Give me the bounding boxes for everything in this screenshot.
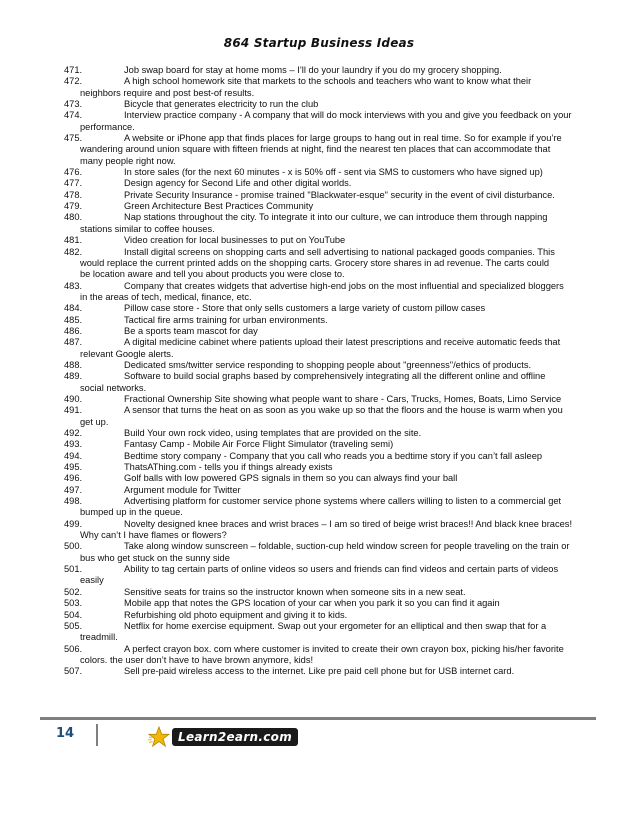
item-text: Sensitive seats for trains so the instructor known when someone sits in a new seat. <box>124 586 466 597</box>
item-number: 484. <box>64 303 83 314</box>
star-icon <box>148 726 170 748</box>
logo-text: Learn2earn.com <box>172 728 298 746</box>
item-text: Build Your own rock video, using templates that are provided on the site. <box>124 428 422 438</box>
list-item <box>64 190 596 201</box>
list-item <box>64 541 596 564</box>
item-text: Job swap board for stay at home moms – I’ll do your laundry if you do my grocery shopping. <box>124 65 502 75</box>
item-number: 506. <box>64 643 83 654</box>
item-number: 504. <box>64 609 83 620</box>
list-item <box>64 235 596 246</box>
item-text-continued: many people right now. <box>80 155 176 166</box>
item-number: 507. <box>64 666 83 677</box>
item-number: 471. <box>64 65 83 75</box>
item-number: 497. <box>64 484 83 495</box>
item-number: 501. <box>64 564 83 575</box>
list-item <box>64 167 596 178</box>
item-number: 478. <box>64 189 83 200</box>
item-text-continued: stations similar to coffee houses. <box>80 223 215 234</box>
item-number: 473. <box>64 99 83 110</box>
item-number: 476. <box>64 167 83 178</box>
item-number: 490. <box>64 393 83 404</box>
item-text-continued: Why can’t I have flames or flowers? <box>80 530 227 541</box>
item-text: Bicycle that generates electricity to run the club <box>124 99 319 110</box>
list-item <box>64 473 596 484</box>
item-text: In store sales (for the next 60 minutes - x is 50% off - sent via SMS to customers who have signed up) <box>124 167 543 178</box>
item-number: 495. <box>64 462 83 473</box>
item-text: Be a sports team mascot for day <box>124 325 258 336</box>
item-text-continued: easily <box>80 575 104 586</box>
item-number: 498. <box>64 496 83 507</box>
list-item <box>64 178 596 189</box>
list-item <box>64 303 596 314</box>
list-item <box>64 65 596 76</box>
item-text: Pillow case store - Store that only sells customers a large variety of custom pillow cases <box>124 303 486 314</box>
item-text: Netflix for home exercise equipment. Swap out your ergometer for an elliptical and then swap that for a <box>124 620 547 631</box>
list-item <box>64 281 596 304</box>
item-text: Take along window sunscreen – foldable, suction-cup held window screen for people traveling on the train or <box>124 541 570 552</box>
list-item <box>64 462 596 473</box>
item-number: 485. <box>64 314 83 325</box>
list-item <box>64 247 596 281</box>
item-text: Golf balls with low powered GPS signals in them so you can always find your ball <box>124 473 458 484</box>
item-text: Design agency for Second Life and other digital worlds. <box>124 178 352 189</box>
item-text: Install digital screens on shopping carts and sell advertising to national packaged goods companies. This <box>124 246 555 257</box>
item-text-continued: would replace the current printed adds on the shopping carts. Grocery store shares in ad revenue. The carts could <box>80 257 550 268</box>
item-number: 503. <box>64 598 83 609</box>
item-text: Sell pre-paid wireless access to the internet. Like pre paid cell phone but for USB internet card. <box>124 666 515 677</box>
item-text: A website or iPhone app that finds places for large groups to hang out in real time. So for example if you’re <box>124 133 562 144</box>
footer-rule <box>40 717 596 720</box>
item-text-continued: bumped up in the queue. <box>80 507 183 518</box>
list-item <box>64 485 596 496</box>
item-number: 492. <box>64 428 83 438</box>
item-text: Software to build social graphs based by comprehensively integrating all the different online and offline <box>124 371 546 382</box>
list-item <box>64 496 596 519</box>
item-number: 499. <box>64 518 83 529</box>
item-number: 480. <box>64 212 83 223</box>
item-number: 482. <box>64 246 83 257</box>
list-item <box>64 587 596 598</box>
list-item <box>64 428 596 439</box>
item-text: Fractional Ownership Site showing what people want to share - Cars, Trucks, Homes, Boats, Limo Service <box>124 393 562 404</box>
item-number: 493. <box>64 439 83 450</box>
item-text-continued: be location aware and tell you about products you were close to. <box>80 269 345 280</box>
item-text-continued: in the areas of tech, medical, finance, etc. <box>80 291 252 302</box>
item-text-continued: colors. the user don’t have to have brown anymore, kids! <box>80 654 314 665</box>
item-text-continued: treadmill. <box>80 632 118 643</box>
item-text: A sensor that turns the heat on as soon as you wake up so that the floors and the house is warm when you <box>124 405 563 416</box>
list-item <box>64 644 596 667</box>
item-text: Refurbishing old photo equipment and giving it to kids. <box>124 609 348 620</box>
item-text: Dedicated sms/twitter service responding to shopping people about "greenness"/ethics of products. <box>124 359 532 370</box>
item-text: Company that creates widgets that advertise high-end jobs on the most influential and specialized bloggers <box>124 280 564 291</box>
item-number: 489. <box>64 371 83 382</box>
list-item <box>64 371 596 394</box>
list-item <box>64 598 596 609</box>
item-number: 483. <box>64 280 83 291</box>
item-text: Ability to tag certain parts of online videos so users and friends can find videos and certain parts of videos <box>124 564 559 575</box>
footer-separator <box>96 724 98 746</box>
item-text-continued: social networks. <box>80 382 147 393</box>
item-text: ThatsAThing.com - tells you if things already exists <box>124 462 333 473</box>
item-number: 474. <box>64 110 83 121</box>
list-item <box>64 564 596 587</box>
item-text: Private Security Insurance - promise trained "Blackwater-esque" security in the event of civil disturbance. <box>124 189 555 200</box>
item-number: 488. <box>64 359 83 370</box>
item-text: A digital medicine cabinet where patients upload their latest prescriptions and receive automatic feeds that <box>124 337 561 348</box>
list-item <box>64 201 596 212</box>
list-item <box>64 519 596 542</box>
item-number: 500. <box>64 541 83 552</box>
list-item <box>64 405 596 428</box>
item-text: A high school homework site that markets to the schools and teachers who want to know what their <box>124 76 532 87</box>
item-text-continued: relevant Google alerts. <box>80 348 174 359</box>
page-number: 14 <box>56 726 75 741</box>
list-item <box>64 451 596 462</box>
item-number: 502. <box>64 586 83 597</box>
list-item <box>64 337 596 360</box>
item-number: 472. <box>64 76 83 87</box>
item-text-continued: get up. <box>80 416 109 427</box>
list-item <box>64 76 596 99</box>
list-item <box>64 110 596 133</box>
list-item <box>64 394 596 405</box>
item-text-continued: bus who get stuck on the sunny side <box>80 552 230 563</box>
page-title: 864 Startup Business Ideas <box>223 36 415 50</box>
list-item <box>64 99 596 110</box>
footer-logo <box>148 726 298 748</box>
list-item <box>64 133 596 167</box>
list-item <box>64 360 596 371</box>
item-number: 496. <box>64 473 83 484</box>
item-text: Interview practice company - A company that will do mock interviews with you and give you feedback on your <box>124 110 572 121</box>
item-text: Tactical fire arms training for urban environments. <box>124 314 328 325</box>
list-item <box>64 610 596 621</box>
idea-list <box>64 65 596 678</box>
item-text: Nap stations throughout the city. To integrate it into our culture, we can introduce them through napping <box>124 212 548 223</box>
item-text-continued: performance. <box>80 121 135 132</box>
item-number: 486. <box>64 325 83 336</box>
list-item <box>64 439 596 450</box>
item-text: Fantasy Camp - Mobile Air Force Flight Simulator (traveling semi) <box>124 439 394 450</box>
item-number: 475. <box>64 133 83 144</box>
item-text: Novelty designed knee braces and wrist braces – I am so tired of beige wrist braces!! And black knee braces! <box>124 518 573 529</box>
item-text: Bedtime story company - Company that you call who reads you a bedtime story if you can’t fall asleep <box>124 450 543 461</box>
item-number: 505. <box>64 620 83 631</box>
item-text: Argument module for Twitter <box>124 484 241 495</box>
list-item <box>64 212 596 235</box>
item-number: 479. <box>64 201 83 212</box>
list-item <box>64 621 596 644</box>
list-item <box>64 666 596 677</box>
item-number: 494. <box>64 450 83 461</box>
item-text-continued: neighbors require and post best-of results. <box>80 87 255 98</box>
item-text-continued: wandering around union square with fifteen friends at night, find the nearest ten places that can accommodate that <box>80 144 551 155</box>
item-text: A perfect crayon box. com where customer is invited to create their own crayon box, picking his/her favorite <box>124 643 564 654</box>
item-number: 481. <box>64 235 83 246</box>
item-number: 487. <box>64 337 83 348</box>
list-item <box>64 315 596 326</box>
item-text: Video creation for local businesses to put on YouTube <box>124 235 346 246</box>
item-text: Advertising platform for customer service phone systems where callers willing to listen to a commercial get <box>124 496 562 507</box>
item-number: 477. <box>64 178 83 189</box>
list-item <box>64 326 596 337</box>
item-text: Mobile app that notes the GPS location of your car when you park it so you can find it again <box>124 598 500 609</box>
item-text: Green Architecture Best Practices Community <box>124 201 314 212</box>
item-number: 491. <box>64 405 83 416</box>
